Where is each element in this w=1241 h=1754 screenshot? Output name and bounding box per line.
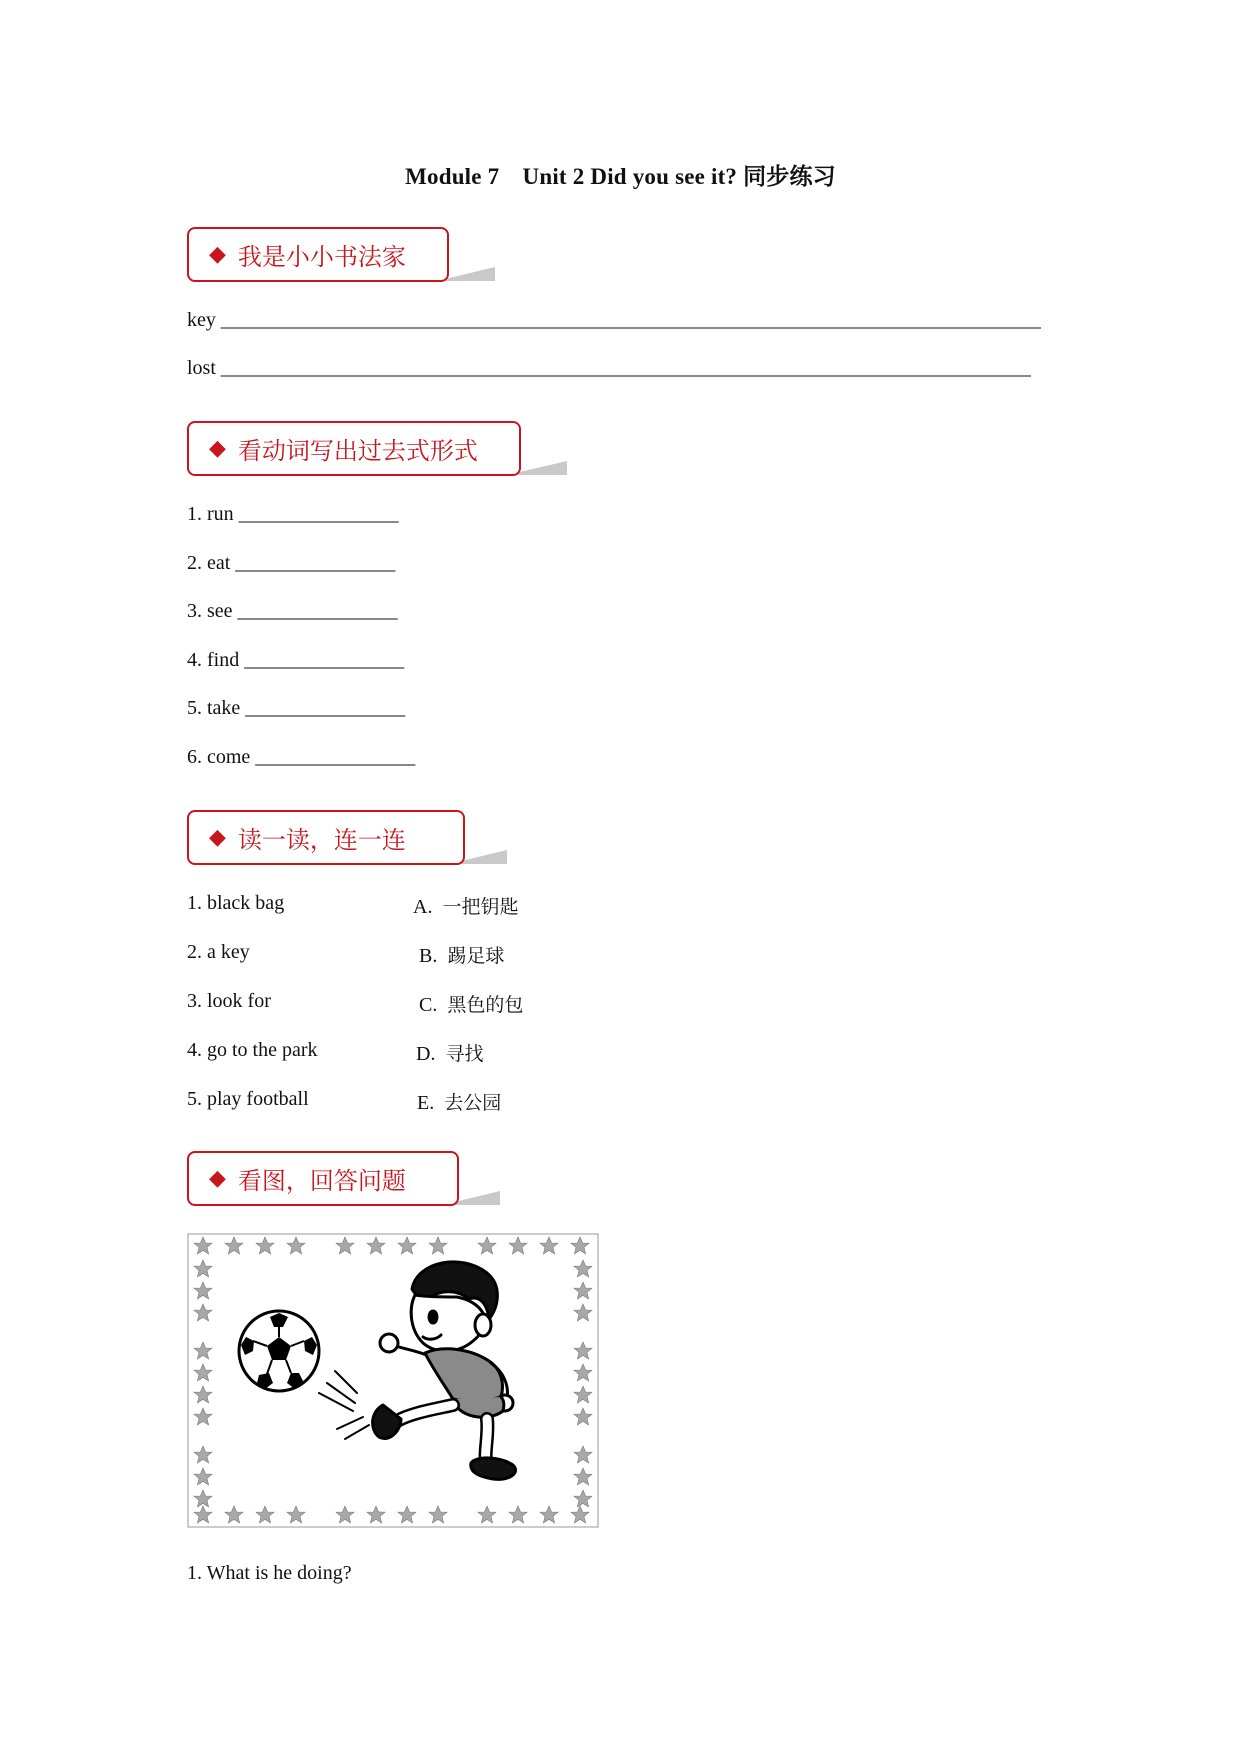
section-title: 我是小小书法家 bbox=[237, 243, 406, 271]
match-left-item: 3. look for bbox=[187, 990, 271, 1012]
verb-item: 2. eat ________________ bbox=[187, 552, 396, 574]
section-title: 看动词写出过去式形式 bbox=[237, 437, 478, 465]
page-title: Module 7 Unit 2 Did you see it? 同步练习 bbox=[405, 164, 836, 189]
match-left-item: 1. black bag bbox=[187, 892, 285, 914]
verb-item: 5. take ________________ bbox=[187, 697, 406, 719]
diamond-icon: ◆ bbox=[209, 825, 226, 850]
verb-item: 3. see ________________ bbox=[187, 600, 398, 622]
verb-item: 6. come ________________ bbox=[187, 746, 416, 768]
match-right-item: B. 踢足球 bbox=[419, 945, 505, 967]
match-left-item: 5. play football bbox=[187, 1088, 309, 1110]
football-icon bbox=[239, 1311, 319, 1391]
boy-kicking-football-illustration bbox=[187, 1233, 599, 1528]
question-item: 1. What is he doing? bbox=[187, 1562, 352, 1584]
match-right-item: C. 黑色的包 bbox=[419, 994, 524, 1016]
section-header-matching bbox=[187, 810, 487, 865]
match-right-item: E. 去公园 bbox=[417, 1092, 502, 1114]
verb-item: 4. find ________________ bbox=[187, 649, 405, 671]
match-right-item: D. 寻找 bbox=[416, 1043, 484, 1065]
match-right-item: A. 一把钥匙 bbox=[413, 896, 519, 918]
diamond-icon: ◆ bbox=[209, 436, 226, 461]
verb-item: 1. run ________________ bbox=[187, 503, 399, 525]
copy-line-lost: lost _________________________________________________________________________________ bbox=[187, 357, 1031, 379]
section-title: 读一读，连一连 bbox=[237, 826, 406, 854]
section-header-picture-questions bbox=[187, 1151, 483, 1206]
diamond-icon: ◆ bbox=[209, 1166, 226, 1191]
section-title: 看图，回答问题 bbox=[237, 1167, 406, 1195]
match-left-item: 4. go to the park bbox=[187, 1039, 318, 1061]
section-header-past-tense bbox=[187, 421, 549, 476]
copy-line-key: key __________________________________________________________________________________ bbox=[187, 309, 1041, 331]
diamond-icon: ◆ bbox=[209, 242, 226, 267]
match-left-item: 2. a key bbox=[187, 941, 250, 963]
section-header-calligraphy bbox=[187, 227, 477, 282]
